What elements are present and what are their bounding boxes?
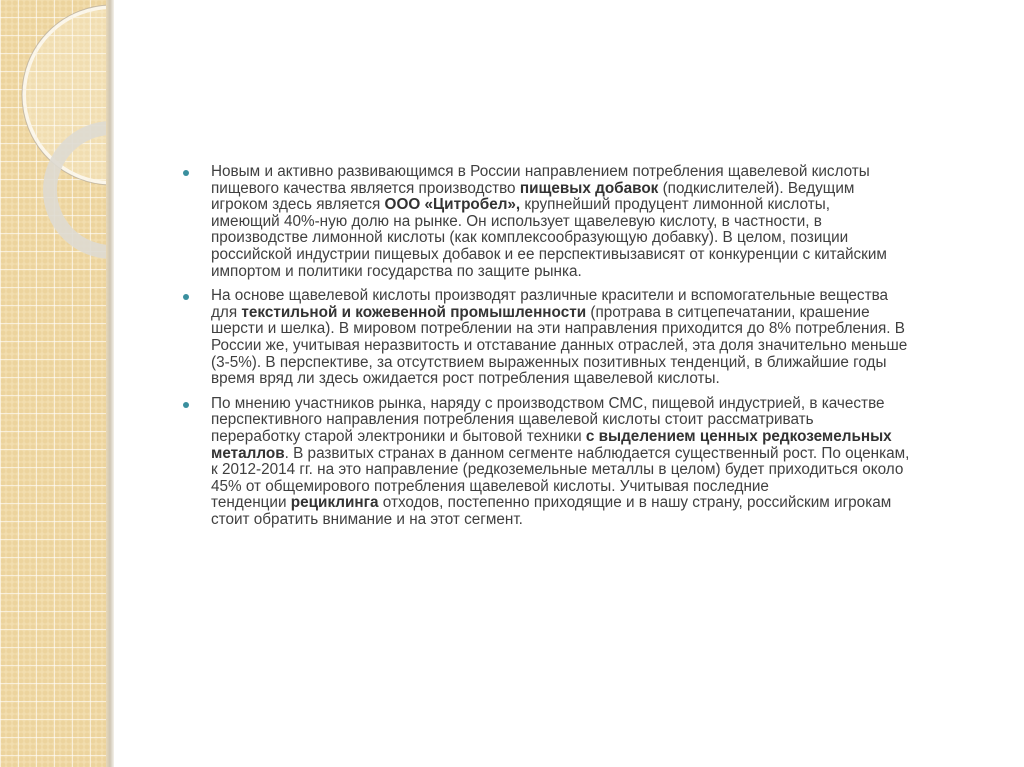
text-segment: производстве лимонной кислоты (как комплексообразующую добавку). В целом, позиции <box>211 229 849 247</box>
bold-text: ООО «Цитробел», <box>384 196 521 214</box>
text-line <box>211 462 1000 479</box>
text-line <box>211 230 1000 247</box>
bold-text: текстильной и кожевенной промышленности <box>241 303 587 321</box>
text-segment: Новым и активно развивающимся в России направлением потребления щавелевой кислоты <box>211 163 870 180</box>
text-segment: отходов, постепенно приходящие и в нашу страну, российским игрокам <box>378 494 892 512</box>
text-line <box>211 446 1000 463</box>
text-segment: (подкислителей). Ведущим <box>658 179 855 197</box>
bullet-paragraph <box>180 288 1000 388</box>
text-segment: имеющий 40%-ную долю на рынке. Он использует щавелевую кислоту, в частности, в <box>211 212 822 230</box>
bold-text: пищевых добавок <box>519 179 659 197</box>
text-line <box>211 479 1000 496</box>
text-line <box>211 429 1000 446</box>
text-segment: пищевого качества является производство <box>211 179 520 197</box>
text-segment: По мнению участников рынка, наряду с производством СМС, пищевой индустрией, в качестве <box>211 394 885 412</box>
text-line <box>211 164 1000 181</box>
bullet-icon <box>183 170 189 176</box>
bullet-paragraph <box>180 396 1000 529</box>
bold-text: рециклинга <box>290 494 379 512</box>
text-line <box>211 338 1000 355</box>
slide-body <box>180 164 1000 536</box>
text-segment: время вряд ли здесь ожидается рост потребления щавелевой кислоты. <box>211 370 720 388</box>
text-segment: переработку старой электроники и бытовой техники <box>211 427 586 445</box>
text-segment: 45% от общемирового потребления щавелевой кислоты. Учитывая последние <box>211 477 769 495</box>
text-line <box>211 355 1000 372</box>
text-line <box>211 412 1000 429</box>
text-segment: импортом и политики государства по защите рынка. <box>211 262 582 280</box>
text-segment: . В развитых странах в данном сегменте наблюдается существенный рост. По оценкам, <box>284 444 910 462</box>
text-segment: стоит обратить внимание и на этот сегмент. <box>211 510 523 528</box>
text-line <box>211 197 1000 214</box>
text-segment: перспективного направления потребления щавелевой кислоты стоит рассматривать <box>211 411 814 429</box>
bullet-icon <box>183 294 189 300</box>
text-segment: игроком здесь является <box>211 196 385 214</box>
text-line <box>211 371 1000 388</box>
text-segment: (протрава в ситцепечатании, крашение <box>586 303 870 321</box>
text-line <box>211 512 1000 529</box>
panel-edge-shadow <box>106 0 114 767</box>
text-line <box>211 396 1000 413</box>
text-segment: тенденции <box>211 494 291 512</box>
text-line <box>211 305 1000 322</box>
text-line <box>211 495 1000 512</box>
text-segment: российской индустрии пищевых добавок и ее перспективызависят от конкуренции с китайским <box>211 245 887 263</box>
decorative-rings <box>0 0 112 767</box>
text-line <box>211 264 1000 281</box>
text-line <box>211 247 1000 264</box>
text-line <box>211 288 1000 305</box>
text-segment: шерсти и шелка). В мировом потреблении на эти направления приходится до 8% потребления. В <box>211 320 905 338</box>
text-segment: к 2012-2014 гг. на это направление (редкоземельные металлы в целом) будет приходиться около <box>211 461 904 479</box>
text-line <box>211 214 1000 231</box>
bullet-icon <box>183 402 189 408</box>
text-line <box>211 181 1000 198</box>
bold-text: с выделением ценных редкоземельных <box>585 427 892 445</box>
text-segment: России же, учитывая неразвитость и отставание данных отраслей, эта доля значительно меньше <box>211 336 908 354</box>
text-segment: На основе щавелевой кислоты производят различные красители и вспомогательные вещества <box>211 287 889 305</box>
text-segment: (3-5%). В перспективе, за отсутствием выраженных позитивных тенденций, в ближайшие годы <box>211 353 887 371</box>
text-line <box>211 321 1000 338</box>
bullet-paragraph <box>180 164 1000 280</box>
bold-text: металлов <box>211 444 285 462</box>
text-segment: для <box>211 303 242 321</box>
text-segment: крупнейший продуцент лимонной кислоты, <box>520 196 830 214</box>
